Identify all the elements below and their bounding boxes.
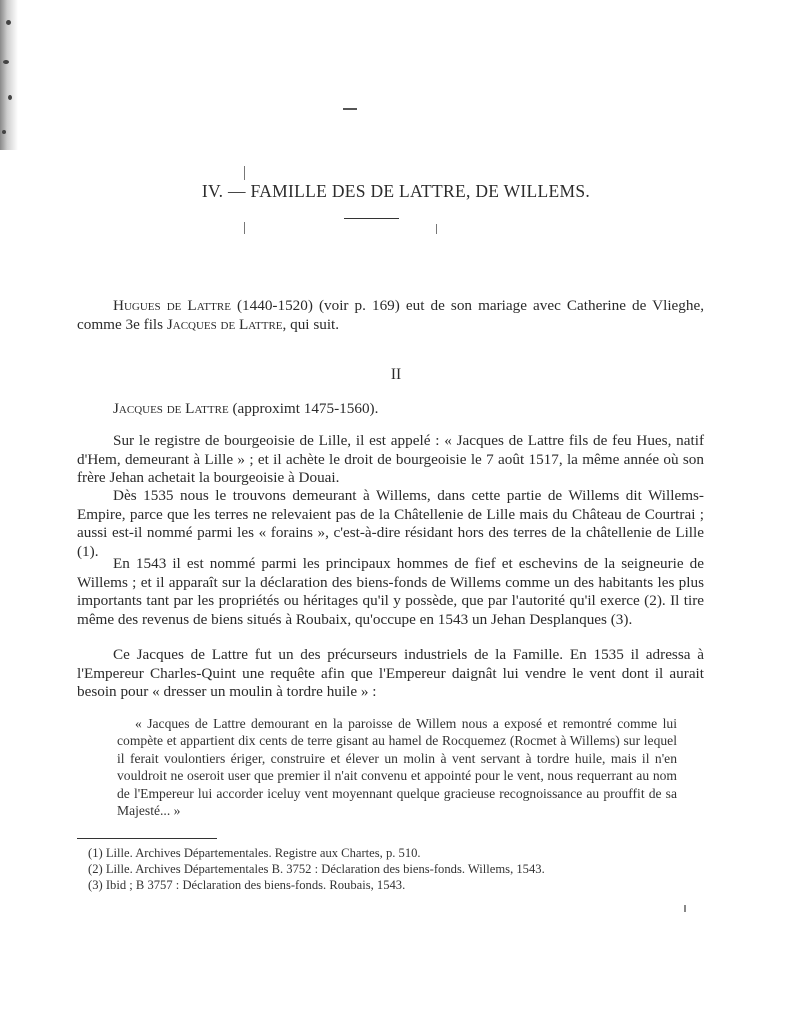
body-paragraph: Ce Jacques de Lattre fut un des précurseurs industriels de la Famille. En 1535 il adressa à l'Empereur Charles-Quint une requête afin que l'Empereur daignât lui vendre le vent dont il aurait besoin pour « dresser un moulin à tordre huile » :: [77, 646, 704, 701]
footnote: (1) Lille. Archives Départementales. Registre aux Chartes, p. 510.: [88, 846, 421, 860]
person-name: Hugues de Lattre: [113, 297, 231, 314]
intro-paragraph: [77, 297, 704, 334]
margin-tick: [436, 224, 437, 234]
footnote-rule: [77, 838, 217, 839]
footnote: (3) Ibid ; B 3757 : Déclaration des biens-fonds. Roubais, 1543.: [88, 877, 406, 892]
title-rule: [344, 218, 399, 219]
person-name: Jacques de Lattre: [113, 400, 229, 417]
subject-heading: [77, 400, 704, 419]
scan-speck: [8, 95, 12, 100]
subject-dates: (approximt 1475-1560).: [228, 400, 379, 417]
body-paragraph: Dès 1535 nous le trouvons demeurant à Willems, dans cette partie de Willems dit Willems-Empire, parce que les terres ne relevaient pas de la Châtellenie de Lille mais du Château de Courtrai ; aussi est-il nommé parmi les « forains », c'est-à-dire résidant hors des terres de la châtellenie de Lille (1).: [77, 487, 704, 560]
scan-speck: [684, 905, 686, 912]
scan-speck: [6, 20, 11, 25]
margin-tick: [244, 166, 245, 180]
scan-speck: [3, 60, 9, 64]
footnote: (2) Lille. Archives Départementales B. 3752 : Déclaration des biens-fonds. Willems, 1543.: [88, 861, 545, 876]
body-paragraph: Sur le registre de bourgeoisie de Lille, il est appelé : « Jacques de Lattre fils de feu Hues, natif d'Hem, demeurant à Lille » ; et il achète le droit de bourgeoisie le 7 août 1517, la même année où son frère Jehan achetait la bourgeoisie à Douai.: [77, 432, 704, 487]
block-quote: « Jacques de Lattre demourant en la paroisse de Willem nous a exposé et remontré comme lui compète et appartient dix cents de terre gisant au hamel de Rocquemez (Rocmet à Willems) sur lequel il ferait voulontiers ériger, construire et élever un molin à vent servant à tordre huile, mais il n'en vouldroit ne oseroit user que premier il n'ait convenu et appointé pour le vent, nous requerrant au nom de l'Empereur lui accorder iceluy vent moyennant quelque gracieuse recognoissance au prouffit de sa Majesté... »: [117, 716, 677, 819]
body-paragraph: En 1543 il est nommé parmi les principaux hommes de fief et eschevins de la seigneurie de Willems ; et il apparaît sur la déclaration des biens-fonds de Willems comme un des habitants les plus importants tant par les propriétés ou héritages qu'il y possède, que par l'autorité qu'il exerce (2). Il tire même des revenus de biens situés à Roubaix, qu'occupe en 1543 un Jehan Desplanques (3).: [77, 555, 704, 628]
scan-speck: [2, 130, 6, 134]
intro-end: , qui suit.: [282, 315, 340, 333]
section-number: II: [390, 366, 402, 383]
footnotes: [88, 846, 688, 893]
chapter-title: IV. — FAMILLE DES DE LATTRE, DE WILLEMS.: [201, 181, 591, 201]
page-mark: [343, 108, 357, 110]
person-name: Jacques de Lattre: [166, 315, 283, 333]
intro-text: (1440-1520) (voir p. 169) eut de son mariage avec Catherine de Vlieghe, comme 3e fils: [77, 297, 705, 333]
margin-tick: [244, 222, 245, 234]
